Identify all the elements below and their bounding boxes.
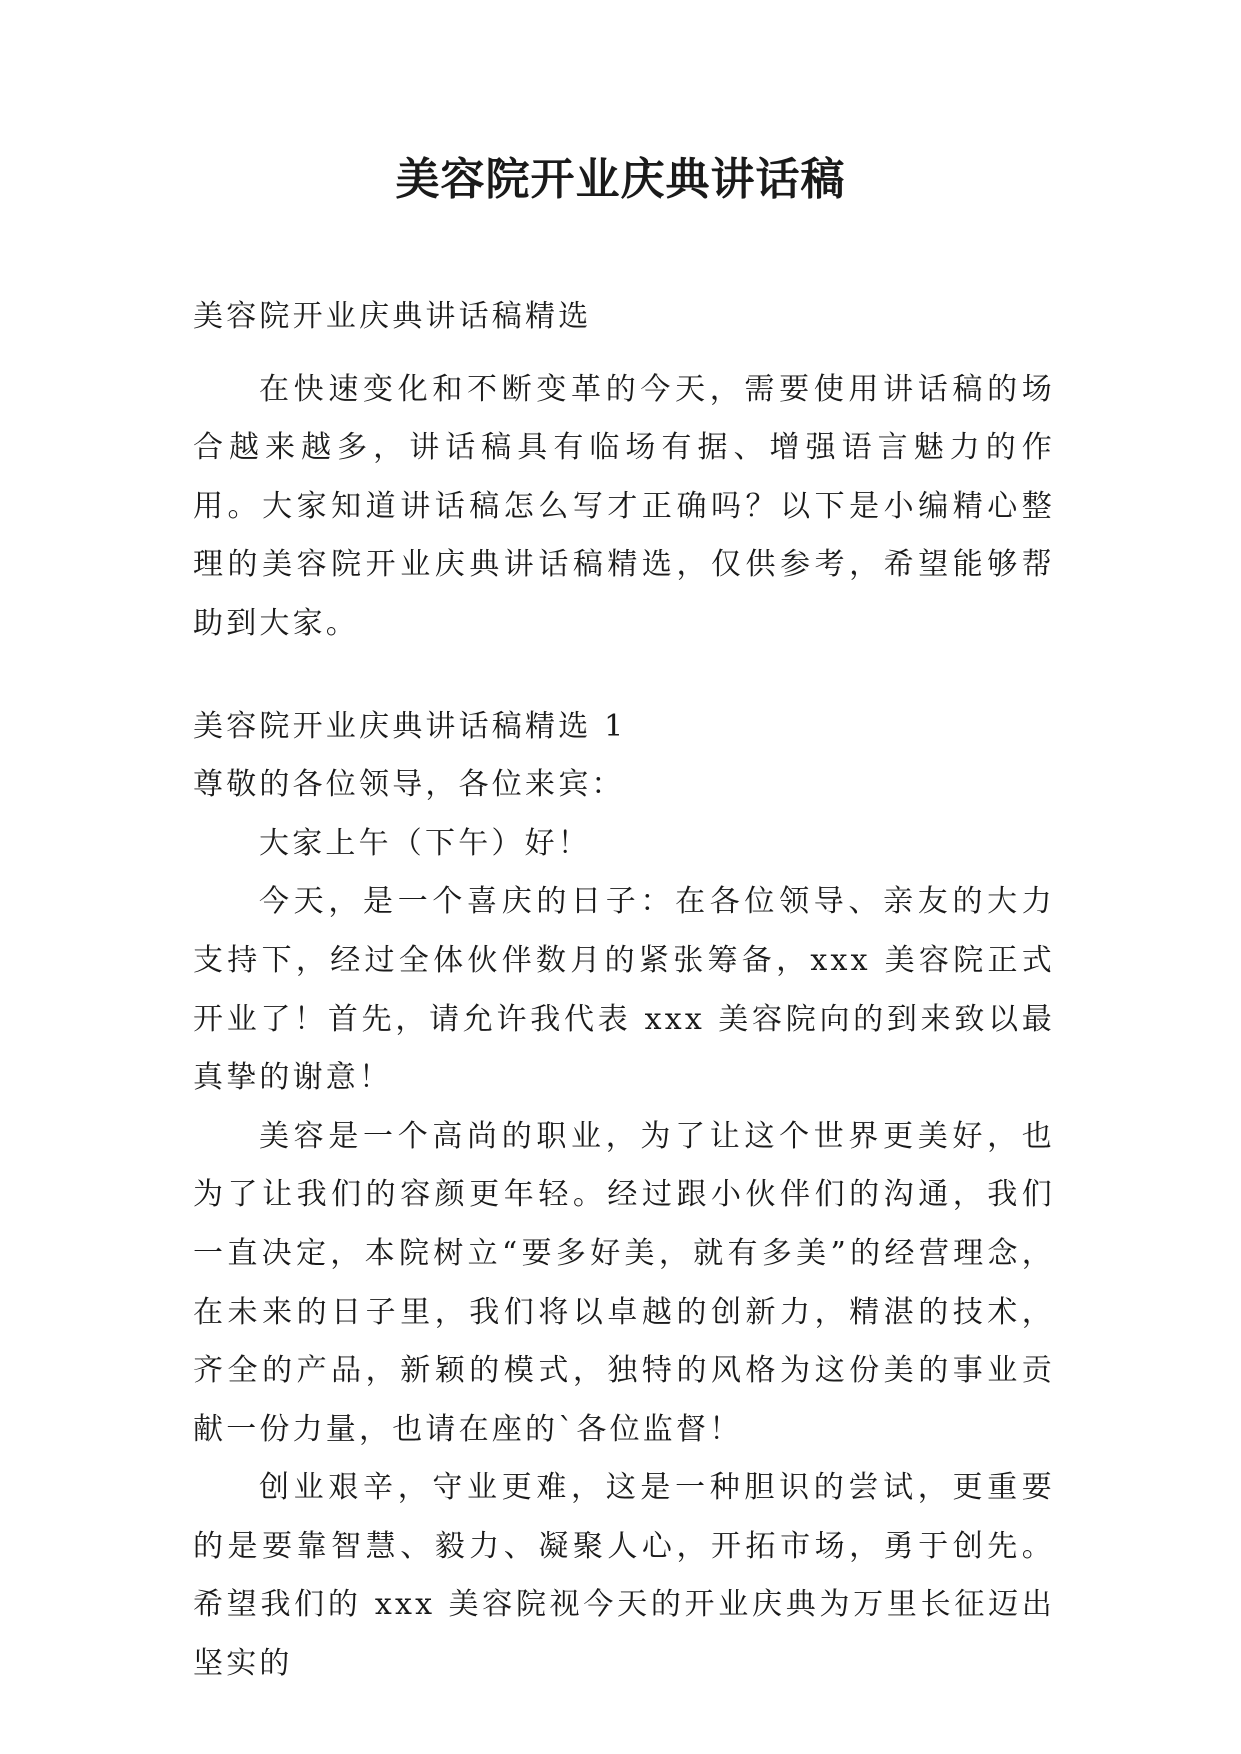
- document-title: 美容院开业庆典讲话稿: [395, 154, 846, 205]
- body-paragraph: 创业艰辛，守业更难，这是一种胆识的尝试，更重要的是要靠智慧、毅力、凝聚人心，开拓市场，勇于创先。希望我们的 xxx 美容院视今天的开业庆典为万里长征迈出坚实的: [193, 1470, 1055, 1682]
- document-body: [193, 288, 1055, 1694]
- subtitle: 美容院开业庆典讲话稿精选: [193, 299, 592, 334]
- intro-paragraph: 在快速变化和不断变革的今天，需要使用讲话稿的场合越来越多，讲话稿具有临场有据、增强语言魅力的作用。大家知道讲话稿怎么写才正确吗？以下是小编精心整理的美容院开业庆典讲话稿精选，仅供参考，希望能够帮助到大家。: [193, 371, 1055, 641]
- greeting: 大家上午（下午）好！: [259, 825, 591, 861]
- salutation: 尊敬的各位领导，各位来宾：: [193, 767, 625, 803]
- body-paragraph: 美容是一个高尚的职业，为了让这个世界更美好，也为了让我们的容颜更年轻。经过跟小伙伴们的沟通，我们一直决定，本院树立“要多好美，就有多美”的经营理念，在未来的日子里，我们将以卓越的创新力，精湛的技术，齐全的产品，新颖的模式，独特的风格为这份美的事业贡献一份力量，也请在座的`各位监督！: [193, 1118, 1055, 1447]
- body-paragraph: 今天，是一个喜庆的日子：在各位领导、亲友的大力支持下，经过全体伙伴数月的紧张筹备，xxx 美容院正式开业了！首先，请允许我代表 xxx 美容院向的到来致以最真挚的谢意！: [193, 884, 1055, 1096]
- section-heading: 美容院开业庆典讲话稿精选 1: [193, 708, 627, 744]
